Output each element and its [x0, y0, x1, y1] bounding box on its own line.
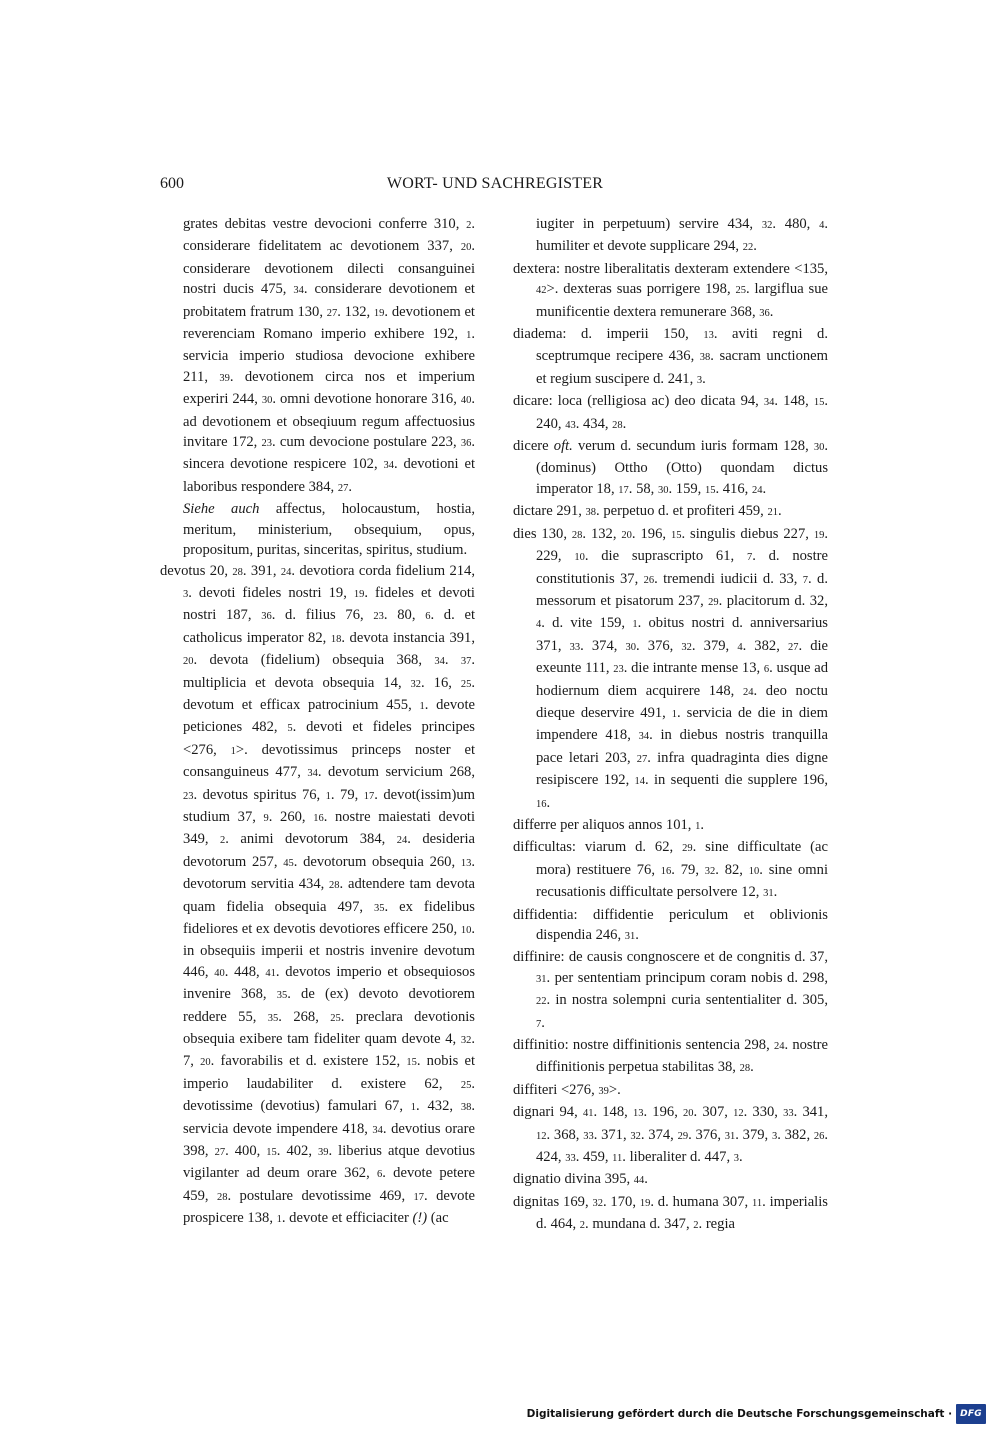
index-entry: dies 130, 28. 132, 20. 196, 15. singulis diebus 227, 19. 229, 10. die suprascripto 61, 7. d. nostre constitutionis 37, 26. tremendi iudicii d. 33, 7. d. messorum et pisatorum 237, 29. placitorum d. 32, 4. d. vite 159, 1. obitus nostri d. anniversarius 371, 33. 374, 30. 376, 32. 379, 4. 382, 27. die exeunte 111, 23. die intrante mense 13, 6. usque ad hodiernum diem acquirere 148, 24. deo noctu dieque deservire 491, 1. servicia de die in diem impendere 418, 34. in diebus nostris tranquilla pace letari 203, 27. infra quadraginta dies digne resipiscere 192, 14. in sequenti die supplere 196, 16. [513, 525, 829, 811]
right-column [513, 214, 828, 1237]
dfg-logo-icon: DFG [956, 1404, 986, 1424]
index-entry: diadema: d. imperii 150, 13. aviti regni d. sceptrumque recipere 436, 38. sacram unctionem et regium suscipere d. 241, 3. [513, 326, 829, 387]
funding-note: Digitalisierung gefördert durch die Deutsche Forschungsgemeinschaft · [526, 1408, 953, 1420]
index-entry: differre per aliquos annos 101, 1. [513, 816, 705, 833]
running-title: WORT- UND SACHREGISTER [386, 175, 604, 192]
index-entry: dicere oft. verum d. secundum iuris formam 128, 30. (dominus) Ottho (Otto) quondam dictus imperator 18, 17. 58, 30. 159, 15. 416, 24. [513, 438, 828, 497]
page-header [160, 172, 830, 196]
index-entry: diffinitio: nostre diffinitionis sentencia 298, 24. nostre diffinitionis perpetua stabilitas 38, 28. [513, 1037, 828, 1076]
index-entry: dignatio divina 395, 44. [513, 1171, 648, 1188]
index-entry: dignitas 169, 32. 170, 19. d. humana 307, 11. imperialis d. 464, 2. mundana d. 347, 2. regia [513, 1193, 828, 1233]
index-entry: dextera: nostre liberalitatis dexteram extendere <135, 42>. dexteras suas porrigere 198, 25. largiflua sue munificentie dextera remunerare 368, 36. [513, 260, 828, 320]
index-entry: difficultas: viarum d. 62, 29. sine difficultate (ac mora) restituere 76, 16. 79, 32. 82, 10. sine omni recusationis difficultate persolvere 12, 31. [513, 839, 828, 901]
left-column [160, 214, 475, 1231]
index-entry: dicare: loca (relligiosa ac) deo dicata 94, 34. 148, 15. 240, 43. 434, 28. [513, 393, 828, 432]
index-entry: diffinire: de causis congnoscere et de congnitis d. 37, 31. per sententiam principum coram nobis d. 298, 22. in nostra solempni curia sententialiter d. 305, 7. [513, 949, 828, 1031]
index-entry: iugiter in perpetuum) servire 434, 32. 480, 4. humiliter et devote supplicare 294, 22. [536, 216, 829, 255]
index-entry: Siehe auch affectus, holocaustum, hostia, meritum, ministerium, obsequium, opus, propositum, puritas, sinceritas, spiritus, studium. [183, 501, 475, 559]
index-entry: grates debitas vestre devocioni conferre 310, 2. considerare fidelitatem ac devotionem 337, 20. considerare devotionem dilecti consanguinei nostri ducis 475, 34. considerare devotionem et probitatem fratrum 130, 27. 132, 19. devotionem et reverenciam Romano imperio exhibere 192, 1. servicia imperio studiosa devocione exhibere 211, 39. devotionem circa nos et imperium experiri 244, 30. omni devotione honorare 316, 40. ad devotionem et obseqiuum regum affectuosius invitare 172, 23. cum devocione postulare 223, 36. sincera devotione respicere 102, 34. devotioni et laboribus respondere 384, 27. [183, 216, 476, 495]
index-entry: dictare 291, 38. perpetuo d. et profiteri 459, 21. [513, 503, 782, 520]
dfg-footer [527, 1405, 986, 1423]
index-entry: devotus 20, 28. 391, 24. devotiora corda fidelium 214, 3. devoti fideles nostri 19, 19. fideles et devoti nostri 187, 36. d. filius 76, 23. 80, 6. d. et catholicus imperator 82, 18. devota instancia 391, 20. devota (fidelium) obsequia 368, 34. 37. multiplicia et devota obsequia 14, 32. 16, 25. devotum et efficax patrocinium 455, 1. devote peticiones 482, 5. devoti et fideles principes <276, 1>. devotissimus princeps noster et consanguineus 477, 34. devotum servicium 268, 23. devotus spiritus 76, 1. 79, 17. devot(issim)um studium 37, 9. 260, 16. nostre maiestati devoti 349, 2. animi devotorum 384, 24. desideria devotorum 257, 45. devotorum obsequia 260, 13. devotorum servitia 434, 28. adtendere tam devota quam fidelia obsequia 497, 35. ex fidelibus fideliores et ex devotis devotiores efficere 250, 10. in obsequiis imperii et nostris invenire devotum 446, 40. 448, 41. devotos imperio et obsequiosos invenire 368, 35. de (ex) devoto devotiorem reddere 55, 35. 268, 25. preclara devotionis obsequia exibere tam fideliter quam devote 4, 32. 7, 20. favorabilis et d. existere 152, 15. nobis et imperio laudabiliter d. existere 62, 25. devotissime (devotius) famulari 67, 1. 432, 38. servicia devote impendere 418, 34. devotius orare 398, 27. 400, 15. 402, 39. liberius atque devotius vigilanter ad deum orare 362, 6. devote petere 459, 28. postulare devotissime 469, 17. devote prospicere 138, 1. devote et efficiaciter (!) (ac [160, 562, 476, 1227]
index-entry: diffiteri <276, 39>. [513, 1081, 621, 1098]
index-entry: diffidentia: diffidentie periculum et oblivionis dispendia 246, 31. [513, 906, 828, 943]
page-number: 600 [160, 175, 184, 192]
index-entry: dignari 94, 41. 148, 13. 196, 20. 307, 12. 330, 33. 341, 12. 368, 33. 371, 32. 374, 29. 376, 31. 379, 3. 382, 26. 424, 33. 459, 11. liberaliter d. 447, 3. [513, 1104, 829, 1166]
